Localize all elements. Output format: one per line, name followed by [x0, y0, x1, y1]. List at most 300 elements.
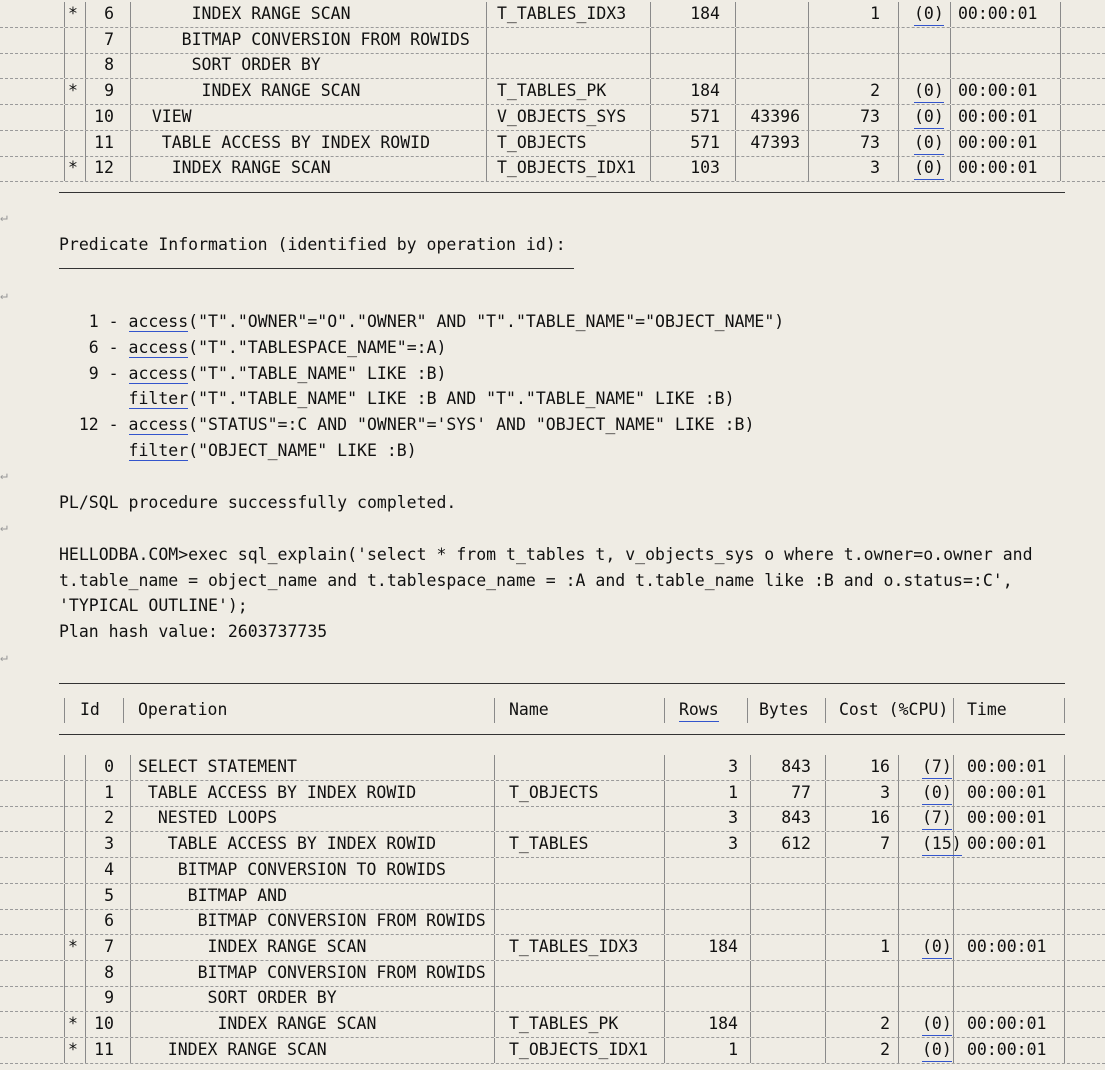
column-divider — [494, 1038, 495, 1063]
column-divider — [130, 755, 131, 780]
column-divider — [130, 935, 131, 960]
column-divider — [808, 28, 809, 53]
column-divider — [950, 79, 951, 104]
column-divider — [494, 986, 495, 1011]
row-cost: 3 — [870, 158, 880, 178]
row-cpu: (0) — [922, 1039, 952, 1062]
row-id: 3 — [104, 834, 114, 854]
predicate-line — [59, 440, 417, 462]
column-divider — [1060, 156, 1061, 181]
column-divider — [1064, 961, 1065, 986]
paragraph-mark-icon: ↵ — [0, 520, 8, 535]
column-divider — [650, 105, 651, 130]
row-star: * — [68, 1039, 78, 1059]
row-rows: 184 — [708, 936, 738, 956]
header-time: Time — [967, 700, 1007, 719]
column-divider — [64, 53, 65, 78]
row-name: T_OBJECTS_IDX1 — [509, 1039, 649, 1059]
column-divider — [825, 986, 826, 1011]
column-divider — [898, 858, 899, 883]
column-divider — [494, 781, 495, 806]
row-name: T_TABLES_IDX3 — [509, 936, 639, 956]
column-divider — [64, 131, 65, 156]
row-name: T_OBJECTS — [509, 782, 599, 802]
column-divider — [486, 28, 487, 53]
predicate-expression: ("OBJECT_NAME" LIKE :B) — [188, 441, 417, 460]
column-divider — [898, 1012, 899, 1037]
row-rows: 103 — [690, 158, 720, 178]
row-rows: 1 — [728, 782, 738, 802]
column-divider — [664, 961, 665, 986]
row-time: 00:00:01 — [967, 834, 1047, 854]
predicate-title: Predicate Information (identified by operation id): — [59, 235, 566, 254]
separator-line — [59, 734, 1065, 735]
column-divider — [825, 935, 826, 960]
plan-row — [0, 986, 1105, 1012]
row-operation: SORT ORDER BY — [132, 55, 321, 75]
row-operation: INDEX RANGE SCAN — [132, 4, 351, 23]
row-cpu: (0) — [922, 936, 952, 959]
column-divider — [898, 935, 899, 960]
row-star: * — [68, 1014, 78, 1033]
row-id: 9 — [104, 988, 114, 1008]
row-name: T_TABLES_PK — [497, 81, 607, 101]
column-divider — [750, 1012, 751, 1037]
column-divider — [664, 832, 665, 857]
plan-row — [0, 105, 1105, 131]
row-operation: INDEX RANGE SCAN — [138, 1014, 377, 1033]
row-rows: 3 — [728, 808, 738, 828]
column-divider — [494, 884, 495, 909]
column-divider — [750, 781, 751, 806]
plan-row — [0, 858, 1105, 884]
command-line-1: HELLODBA.COM>exec sql_explain('select * from t_tables t, v_objects_sys o where t.owner=o.owner and — [59, 545, 1033, 564]
row-bytes: 843 — [781, 808, 811, 828]
row-cost: 7 — [880, 834, 890, 854]
column-divider — [898, 884, 899, 909]
predicate-expression: ("T"."OWNER"="O"."OWNER" AND "T"."TABLE_NAME"="OBJECT_NAME") — [188, 312, 785, 331]
column-divider — [130, 961, 131, 986]
column-divider — [898, 806, 899, 831]
header-id: Id — [80, 700, 100, 719]
row-rows: 571 — [690, 132, 720, 152]
column-divider — [664, 935, 665, 960]
column-divider — [953, 935, 954, 960]
paragraph-mark-icon: ↵ — [0, 288, 8, 303]
row-cpu: (0) — [922, 1013, 952, 1036]
row-operation: BITMAP CONVERSION FROM ROWIDS — [132, 29, 470, 49]
predicate-line — [59, 388, 735, 410]
column-divider — [64, 858, 65, 883]
row-id: 5 — [104, 885, 114, 905]
column-divider — [130, 832, 131, 857]
column-divider — [898, 1038, 899, 1063]
predicate-line — [59, 311, 784, 333]
column-divider — [953, 806, 954, 831]
column-divider — [130, 105, 131, 130]
row-time: 00:00:01 — [958, 81, 1038, 101]
row-cpu: (0) — [914, 80, 944, 103]
column-divider — [64, 986, 65, 1011]
row-operation: INDEX RANGE SCAN — [138, 1039, 327, 1059]
predicate-keyword: filter — [128, 441, 189, 460]
plan-row — [0, 131, 1105, 157]
predicate-expression: ("T"."TABLESPACE_NAME"=:A) — [188, 337, 447, 357]
header-name: Name — [509, 700, 549, 719]
column-divider — [898, 105, 899, 130]
row-id: 10 — [94, 106, 114, 126]
column-divider — [64, 909, 65, 934]
column-divider — [664, 909, 665, 934]
row-bytes: 612 — [781, 834, 811, 854]
column-divider — [64, 28, 65, 53]
row-operation: TABLE ACCESS BY INDEX ROWID — [132, 132, 431, 152]
row-bytes: 77 — [791, 782, 811, 802]
row-rows: 571 — [690, 106, 720, 126]
column-divider — [953, 858, 954, 883]
row-cost: 2 — [880, 1039, 890, 1059]
column-divider — [494, 858, 495, 883]
column-divider — [735, 105, 736, 130]
row-cpu: (7) — [922, 756, 952, 779]
predicate-number: 12 - — [59, 415, 129, 435]
column-divider — [494, 909, 495, 934]
paragraph-mark-icon: ↵ — [0, 468, 8, 483]
row-cost: 73 — [860, 132, 880, 152]
row-time: 00:00:01 — [967, 1039, 1047, 1059]
row-operation: INDEX RANGE SCAN — [132, 81, 361, 101]
column-divider — [664, 806, 665, 831]
column-divider — [130, 858, 131, 883]
command-line-3: 'TYPICAL OUTLINE'); — [59, 596, 248, 615]
column-divider — [650, 53, 651, 78]
column-divider — [950, 156, 951, 181]
column-divider — [735, 28, 736, 53]
row-operation: SELECT STATEMENT — [138, 757, 297, 776]
row-time: 00:00:01 — [958, 158, 1038, 178]
column-divider — [1064, 1038, 1065, 1063]
plan-row — [0, 2, 1105, 28]
column-divider — [64, 2, 65, 27]
column-divider — [664, 755, 665, 780]
row-operation: TABLE ACCESS BY INDEX ROWID — [138, 782, 417, 802]
column-divider — [130, 1012, 131, 1037]
column-divider — [486, 53, 487, 78]
column-divider — [130, 156, 131, 181]
column-divider — [953, 909, 954, 934]
predicate-keyword: access — [128, 415, 189, 435]
separator-line — [59, 192, 1065, 193]
plan-row — [0, 781, 1105, 807]
paragraph-mark-icon: ↵ — [0, 210, 8, 225]
row-id: 8 — [104, 962, 114, 982]
column-divider — [1060, 28, 1061, 53]
column-divider — [130, 131, 131, 156]
predicate-expression: ("T"."TABLE_NAME" LIKE :B) — [188, 363, 447, 383]
column-divider — [735, 131, 736, 156]
column-divider — [664, 1038, 665, 1063]
row-star: * — [68, 936, 78, 956]
plan-row — [0, 1012, 1105, 1038]
column-divider — [664, 1012, 665, 1037]
header-operation: Operation — [138, 700, 228, 719]
column-divider — [950, 2, 951, 27]
column-divider — [898, 755, 899, 780]
predicate-line — [59, 414, 754, 436]
column-divider — [1064, 986, 1065, 1011]
column-divider — [130, 884, 131, 909]
column-divider — [750, 755, 751, 780]
row-star: * — [68, 81, 78, 101]
plan-row — [0, 755, 1105, 781]
predicate-number: 6 - — [59, 337, 129, 357]
column-divider — [825, 909, 826, 934]
row-operation: BITMAP AND — [138, 885, 288, 905]
row-cpu: (7) — [922, 807, 952, 830]
column-divider — [898, 28, 899, 53]
column-divider — [494, 832, 495, 857]
column-divider — [1064, 858, 1065, 883]
column-divider — [898, 156, 899, 181]
row-cpu: (0) — [914, 157, 944, 180]
row-rows: 184 — [690, 81, 720, 101]
row-operation: VIEW — [132, 106, 192, 126]
row-id: 12 — [94, 158, 114, 178]
column-divider — [650, 156, 651, 181]
column-divider — [1064, 806, 1065, 831]
column-divider — [750, 832, 751, 857]
column-divider — [64, 1038, 65, 1063]
row-name: T_OBJECTS — [497, 132, 587, 152]
column-divider — [486, 131, 487, 156]
row-operation: INDEX RANGE SCAN — [138, 936, 367, 956]
row-bytes: 843 — [781, 757, 811, 776]
column-divider — [1064, 884, 1065, 909]
column-divider — [735, 2, 736, 27]
column-divider — [825, 1038, 826, 1063]
predicate-number — [59, 389, 129, 408]
row-id: 10 — [94, 1014, 114, 1033]
column-divider — [1064, 935, 1065, 960]
column-divider — [64, 105, 65, 130]
column-divider — [898, 832, 899, 857]
row-cpu: (0) — [914, 132, 944, 155]
column-divider — [486, 105, 487, 130]
column-divider — [664, 781, 665, 806]
header-cost: Cost (%CPU) — [839, 700, 949, 719]
column-divider — [825, 961, 826, 986]
plan-header — [0, 698, 1105, 723]
column-divider — [64, 781, 65, 806]
column-divider — [808, 53, 809, 78]
row-name: T_TABLES_PK — [509, 1014, 619, 1033]
column-divider — [650, 28, 651, 53]
row-time: 00:00:01 — [958, 106, 1038, 126]
column-divider — [898, 909, 899, 934]
column-divider — [64, 961, 65, 986]
row-rows: 1 — [728, 1039, 738, 1059]
row-operation: INDEX RANGE SCAN — [132, 158, 331, 178]
column-divider — [898, 79, 899, 104]
column-divider — [953, 755, 954, 780]
row-operation: BITMAP CONVERSION FROM ROWIDS — [138, 962, 486, 982]
row-star: * — [68, 158, 78, 178]
row-cost: 16 — [870, 808, 890, 828]
plan-row — [0, 832, 1105, 858]
header-rows: Rows — [679, 699, 719, 722]
separator-line — [59, 268, 574, 269]
column-divider — [64, 755, 65, 780]
column-divider — [664, 858, 665, 883]
completed-message: PL/SQL procedure successfully completed. — [59, 493, 457, 512]
row-cpu: (0) — [914, 3, 944, 26]
row-name: T_OBJECTS_IDX1 — [497, 158, 637, 178]
plan-row — [0, 53, 1105, 79]
column-divider — [494, 1012, 495, 1037]
column-divider — [953, 1012, 954, 1037]
plan-row — [0, 806, 1105, 832]
column-divider — [950, 28, 951, 53]
column-divider — [494, 935, 495, 960]
row-cost: 1 — [870, 4, 880, 23]
predicate-keyword: access — [128, 363, 189, 383]
column-divider — [650, 131, 651, 156]
column-divider — [1060, 79, 1061, 104]
row-id: 7 — [104, 29, 114, 49]
column-divider — [650, 2, 651, 27]
row-rows: 3 — [728, 834, 738, 854]
column-divider — [808, 79, 809, 104]
column-divider — [64, 79, 65, 104]
column-divider — [950, 105, 951, 130]
row-time: 00:00:01 — [967, 936, 1047, 956]
column-divider — [64, 806, 65, 831]
column-divider — [825, 858, 826, 883]
column-divider — [650, 79, 651, 104]
row-time: 00:00:01 — [967, 808, 1047, 828]
column-divider — [486, 79, 487, 104]
column-divider — [825, 781, 826, 806]
row-id: 4 — [104, 859, 114, 879]
row-time: 00:00:01 — [958, 132, 1038, 152]
column-divider — [494, 961, 495, 986]
row-operation: SORT ORDER BY — [138, 988, 337, 1008]
plan-row — [0, 156, 1105, 182]
column-divider — [64, 832, 65, 857]
plan-row — [0, 884, 1105, 910]
column-divider — [808, 2, 809, 27]
column-divider — [1064, 1012, 1065, 1037]
column-divider — [750, 909, 751, 934]
row-id: 11 — [94, 1039, 114, 1059]
row-time: 00:00:01 — [967, 757, 1047, 776]
column-divider — [1060, 131, 1061, 156]
column-divider — [825, 1012, 826, 1037]
column-divider — [130, 28, 131, 53]
column-divider — [130, 806, 131, 831]
column-divider — [750, 1038, 751, 1063]
column-divider — [953, 781, 954, 806]
predicate-number: 9 - — [59, 363, 129, 383]
row-cost: 16 — [870, 757, 890, 776]
column-divider — [898, 53, 899, 78]
column-divider — [898, 131, 899, 156]
row-cost: 3 — [880, 782, 890, 802]
column-divider — [898, 781, 899, 806]
plan-row — [0, 79, 1105, 105]
row-operation: NESTED LOOPS — [138, 808, 278, 828]
column-divider — [130, 79, 131, 104]
column-divider — [808, 105, 809, 130]
row-operation: BITMAP CONVERSION TO ROWIDS — [138, 859, 446, 879]
column-divider — [898, 961, 899, 986]
column-divider — [898, 986, 899, 1011]
column-divider — [130, 781, 131, 806]
column-divider — [1064, 909, 1065, 934]
separator-line — [59, 683, 1065, 684]
column-divider — [130, 53, 131, 78]
predicate-expression: ("STATUS"=:C AND "OWNER"='SYS' AND "OBJECT_NAME" LIKE :B) — [188, 415, 755, 435]
column-divider — [1060, 2, 1061, 27]
row-bytes: 47393 — [750, 132, 800, 152]
predicate-line — [59, 363, 446, 385]
column-divider — [494, 755, 495, 780]
column-divider — [898, 2, 899, 27]
predicate-number: 1 - — [59, 312, 129, 331]
row-cpu: (0) — [922, 782, 952, 805]
plan-row — [0, 935, 1105, 961]
column-divider — [735, 156, 736, 181]
column-divider — [1060, 105, 1061, 130]
column-divider — [808, 156, 809, 181]
predicate-keyword: access — [128, 337, 189, 357]
row-rows: 3 — [728, 757, 738, 776]
row-cost: 2 — [880, 1014, 890, 1033]
row-bytes: 43396 — [750, 106, 800, 126]
column-divider — [953, 986, 954, 1011]
predicate-number — [59, 441, 129, 460]
row-rows: 184 — [690, 4, 720, 23]
command-line-2: t.table_name = object_name and t.tablespace_name = :A and t.table_name like :B and o.status=:C', — [59, 571, 1013, 590]
row-operation: BITMAP CONVERSION FROM ROWIDS — [138, 911, 486, 931]
column-divider — [64, 1012, 65, 1037]
column-divider — [664, 884, 665, 909]
row-rows: 184 — [708, 1014, 738, 1033]
row-id: 0 — [104, 757, 114, 776]
column-divider — [825, 755, 826, 780]
row-id: 6 — [104, 4, 114, 23]
column-divider — [64, 935, 65, 960]
predicate-expression: ("T"."TABLE_NAME" LIKE :B AND "T"."TABLE_NAME" LIKE :B) — [188, 389, 735, 409]
row-cpu: (15) — [922, 833, 962, 856]
column-divider — [750, 986, 751, 1011]
row-time: 00:00:01 — [967, 1014, 1047, 1033]
column-divider — [1064, 781, 1065, 806]
row-id: 2 — [104, 808, 114, 828]
column-divider — [1060, 53, 1061, 78]
row-id: 1 — [104, 782, 114, 802]
plan-row — [0, 909, 1105, 935]
column-divider — [953, 1038, 954, 1063]
row-cost: 1 — [880, 936, 890, 956]
column-divider — [130, 1038, 131, 1063]
row-star: * — [68, 4, 78, 23]
row-cost: 73 — [860, 106, 880, 126]
paragraph-mark-icon: ↵ — [0, 650, 8, 665]
column-divider — [953, 884, 954, 909]
row-operation: TABLE ACCESS BY INDEX ROWID — [138, 834, 437, 854]
column-divider — [825, 832, 826, 857]
